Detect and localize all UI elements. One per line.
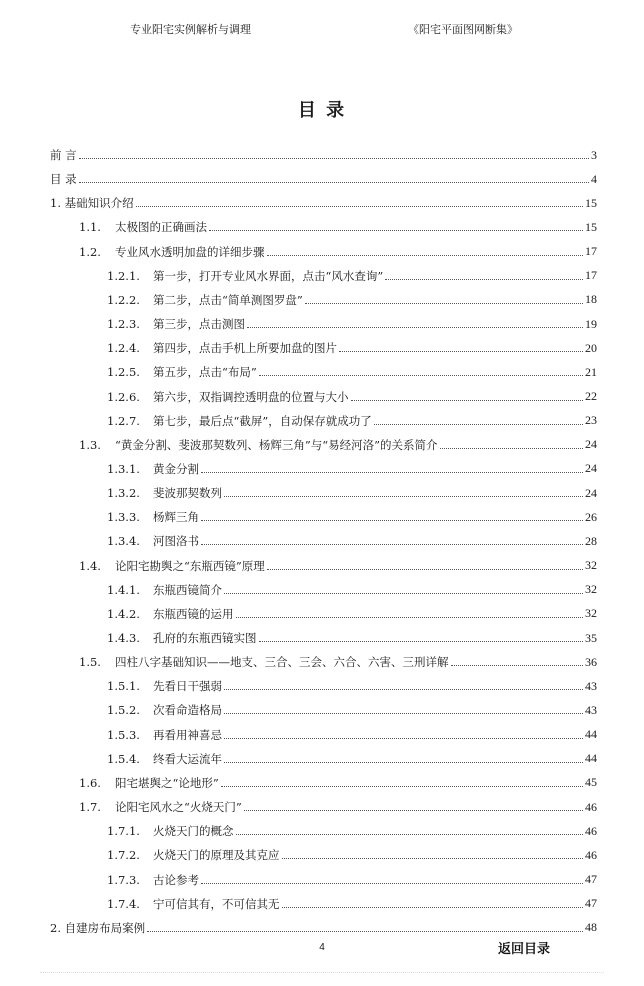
- toc-entry[interactable]: [107, 894, 597, 914]
- toc-entry-label: “黄金分割、斐波那契数列、杨辉三角”与“易经河洛”的关系简介: [115, 437, 438, 452]
- toc-entry[interactable]: [50, 169, 597, 189]
- toc-entry-label: 斐波那契数列: [153, 486, 222, 501]
- toc-entry-page: 36: [585, 654, 597, 669]
- toc-entry-label: 东瓶西镜的运用: [153, 606, 234, 621]
- toc-leader-dots: [236, 833, 584, 835]
- toc-entry-page: 44: [585, 751, 597, 766]
- toc-entry-page: 17: [585, 244, 597, 259]
- toc-entry-page: 23: [585, 413, 597, 428]
- toc-entry-label: 黄金分割: [153, 461, 199, 476]
- toc-leader-dots: [201, 882, 583, 884]
- toc-entry-label: 东瓶西镜简介: [153, 582, 222, 597]
- toc-entry[interactable]: [50, 193, 597, 213]
- toc-leader-dots: [339, 350, 583, 352]
- toc-leader-dots: [224, 737, 583, 739]
- toc-entry-number: 1.1.: [79, 220, 101, 235]
- toc-entry-label: 第三步，点击测图: [153, 317, 245, 332]
- toc-entry[interactable]: [50, 918, 597, 938]
- toc-entry[interactable]: [50, 145, 597, 165]
- toc-entry-number: 1.7.4.: [107, 896, 140, 911]
- toc-entry-page: 32: [585, 558, 597, 573]
- toc-entry-number: 1.5.2.: [107, 703, 140, 718]
- toc-entry-label: 目 录: [50, 172, 77, 187]
- toc-entry-number: 1.6.: [79, 775, 101, 790]
- toc-entry-number: 1.3.2.: [107, 486, 140, 501]
- toc-entry[interactable]: [107, 700, 597, 720]
- toc-entry-number: 1.4.1.: [107, 582, 140, 597]
- toc-leader-dots: [374, 423, 583, 425]
- toc-entry-page: 47: [585, 896, 597, 911]
- toc-leader-dots: [282, 857, 584, 859]
- toc-leader-dots: [224, 712, 583, 714]
- toc-entry[interactable]: [107, 604, 597, 624]
- toc-leader-dots: [136, 205, 583, 207]
- toc-entry-number: 1.5.1.: [107, 679, 140, 694]
- toc-entry-number: 1.2.3.: [107, 317, 140, 332]
- toc-leader-dots: [201, 519, 583, 521]
- toc-entry-label: 2. 自建房布局案例: [50, 920, 146, 935]
- toc-leader-dots: [305, 302, 583, 304]
- toc-entry[interactable]: [107, 845, 597, 865]
- toc-entry-number: 1.5.: [79, 655, 101, 670]
- toc-entry-number: 1.4.2.: [107, 606, 140, 621]
- toc-leader-dots: [267, 254, 584, 256]
- footer-divider: [40, 972, 604, 976]
- page-number: 4: [319, 942, 325, 953]
- toc-entry-label: 第七步，最后点“截屏”，自动保存就成功了: [153, 413, 372, 428]
- toc-leader-dots: [259, 374, 583, 376]
- toc-entry-label: 火烧天门的原理及其克应: [153, 848, 280, 863]
- toc-leader-dots: [282, 906, 584, 908]
- toc-entry-page: 43: [585, 678, 597, 693]
- toc-leader-dots: [224, 592, 583, 594]
- toc-entry-label: 古论参考: [153, 872, 199, 887]
- toc-entry-page: 43: [585, 702, 597, 717]
- toc-entry[interactable]: [79, 797, 597, 817]
- toc-leader-dots: [259, 640, 584, 642]
- toc-entry-number: 1.3.: [79, 437, 101, 452]
- toc-leader-dots: [244, 809, 583, 811]
- toc-entry[interactable]: [107, 266, 597, 286]
- toc-entry-label: 河图洛书: [153, 534, 199, 549]
- toc-entry-number: 1.7.2.: [107, 848, 140, 863]
- toc-entry[interactable]: [79, 242, 597, 262]
- toc-entry-page: 20: [585, 340, 597, 355]
- toc-entry-page: 35: [585, 630, 597, 645]
- toc-entry[interactable]: [107, 749, 597, 769]
- toc-entry[interactable]: [107, 314, 597, 334]
- toc-entry[interactable]: [107, 531, 597, 551]
- toc-entry-number: 1.7.: [79, 800, 101, 815]
- toc-leader-dots: [440, 447, 583, 449]
- toc-entry-page: 21: [585, 364, 597, 379]
- toc-entry[interactable]: [107, 483, 597, 503]
- toc-entry-page: 19: [585, 316, 597, 331]
- toc-entry-page: 24: [585, 461, 597, 476]
- toc-entry-number: 1.4.3.: [107, 631, 140, 645]
- toc-entry[interactable]: [107, 821, 597, 841]
- toc-entry-page: 45: [585, 775, 597, 790]
- toc-entry-label: 论阳宅风水之“火烧天门”: [115, 800, 242, 815]
- toc-leader-dots: [221, 785, 583, 787]
- toc-entry-label: 再看用神喜忌: [153, 727, 222, 742]
- toc-entry-page: 46: [585, 823, 597, 838]
- toc-entry-label: 先看日干强弱: [153, 679, 222, 694]
- toc-entry-number: 1.2.1.: [107, 268, 140, 283]
- toc-entry[interactable]: [107, 459, 597, 479]
- toc-entry-label: 四柱八字基础知识——地支、三合、三会、六合、六害、三刑详解: [115, 655, 449, 670]
- toc-entry-number: 1.3.4.: [107, 534, 140, 549]
- toc-leader-dots: [209, 229, 583, 231]
- toc-entry-page: 46: [585, 847, 597, 862]
- toc-entry-label: 孔府的东瓶西镜实图: [153, 631, 257, 645]
- toc-entry-number: 1.2.7.: [107, 413, 140, 428]
- toc-leader-dots: [224, 761, 583, 763]
- toc-entry[interactable]: [107, 628, 597, 648]
- toc-entry-label: 第六步，双指调控透明盘的位置与大小: [153, 389, 349, 404]
- toc-entry-number: 1.5.3.: [107, 727, 140, 742]
- toc-entry-number: 1.2.5.: [107, 365, 140, 380]
- running-header-left: 专业阳宅实例解析与调理: [130, 23, 251, 36]
- toc-entry[interactable]: [107, 580, 597, 600]
- toc-entry-page: 26: [585, 509, 597, 524]
- toc-entry-page: 47: [585, 872, 597, 886]
- toc-entry-number: 1.2.2.: [107, 292, 140, 307]
- toc-entry-page: 48: [585, 920, 597, 935]
- toc-entry-page: 24: [585, 437, 597, 452]
- toc-entry-label: 第二步，点击“简单测图罗盘”: [153, 292, 303, 307]
- running-header-right: 《阳宅平面图网断集》: [408, 23, 518, 36]
- toc-entry-label: 阳宅堪舆之“论地形”: [115, 775, 219, 790]
- toc-entry[interactable]: [107, 507, 597, 527]
- toc-entry[interactable]: [79, 435, 597, 455]
- toc-leader-dots: [201, 471, 583, 473]
- toc-leader-dots: [147, 930, 583, 932]
- toc-leader-dots: [79, 157, 589, 159]
- page-title: 目 录: [297, 100, 347, 121]
- toc-leader-dots: [351, 399, 584, 401]
- toc-entry-page: 32: [585, 606, 597, 621]
- toc-entry-number: 1.7.3.: [107, 872, 140, 887]
- toc-leader-dots: [224, 495, 583, 497]
- return-to-toc-link[interactable]: 返回目录: [498, 942, 551, 957]
- toc-entry-label: 第四步，点击手机上所要加盘的图片: [153, 341, 337, 356]
- toc-entry-page: 28: [585, 533, 597, 548]
- toc-leader-dots: [267, 568, 583, 570]
- toc-entry-page: 18: [585, 292, 597, 307]
- toc-entry-label: 杨辉三角: [153, 510, 199, 525]
- toc-entry[interactable]: [107, 870, 597, 890]
- toc-leader-dots: [247, 326, 583, 328]
- toc-entry[interactable]: [79, 773, 597, 793]
- toc-entry[interactable]: [107, 338, 597, 358]
- toc-leader-dots: [451, 664, 584, 666]
- toc-entry-number: 1.2.: [79, 244, 101, 259]
- toc-entry-label: 前 言: [50, 148, 77, 162]
- toc-entry-page: 32: [585, 582, 597, 597]
- toc-entry[interactable]: [107, 676, 597, 696]
- toc-entry-page: 44: [585, 727, 597, 742]
- toc-entry-number: 1.2.4.: [107, 341, 140, 356]
- toc-entry-page: 15: [585, 195, 597, 210]
- toc-entry-label: 火烧天门的概念: [153, 824, 234, 839]
- toc-entry[interactable]: [107, 387, 597, 407]
- toc-entry-page: 4: [591, 171, 597, 186]
- toc-entry-number: 1.3.1.: [107, 461, 140, 476]
- toc-entry-label: 论阳宅勘舆之“东瓶西镜”原理: [115, 558, 265, 573]
- toc-entry[interactable]: [107, 362, 597, 382]
- toc-entry-page: 24: [585, 485, 597, 500]
- toc-entry-number: 1.2.6.: [107, 389, 140, 404]
- toc-leader-dots: [201, 543, 583, 545]
- toc-entry-number: 1.4.: [79, 558, 101, 573]
- toc-leader-dots: [236, 616, 584, 618]
- toc-entry[interactable]: [107, 411, 597, 431]
- toc-leader-dots: [224, 688, 583, 690]
- toc-entry-label: 宁可信其有，不可信其无: [153, 896, 280, 911]
- toc-entry-number: 1.3.3.: [107, 510, 140, 525]
- toc-entry-number: 1.5.4.: [107, 751, 140, 766]
- toc-entry-label: 次看命造格局: [153, 703, 222, 718]
- toc-entry[interactable]: [79, 652, 597, 672]
- toc-entry-label: 1. 基础知识介绍: [50, 196, 134, 211]
- toc-entry-page: 17: [585, 268, 597, 283]
- toc-entry-label: 第一步，打开专业风水界面，点击“风水查询”: [153, 268, 384, 283]
- toc-entry-label: 第五步，点击“布局”: [153, 365, 257, 380]
- toc-entry[interactable]: [107, 290, 597, 310]
- toc-entry-page: 46: [585, 799, 597, 814]
- toc-entry-page: 15: [585, 219, 597, 234]
- toc-entry[interactable]: [79, 217, 597, 237]
- toc-entry-page: 22: [585, 389, 597, 403]
- toc-entry-number: 1.7.1.: [107, 824, 140, 839]
- toc-leader-dots: [385, 278, 583, 280]
- toc-entry-page: 3: [591, 147, 597, 162]
- toc-entry-label: 太极图的正确画法: [115, 220, 207, 235]
- toc-entry-label: 专业风水透明加盘的详细步骤: [115, 244, 265, 259]
- toc-entry[interactable]: [79, 556, 597, 576]
- toc-entry-label: 终看大运流年: [153, 751, 222, 766]
- toc-entry[interactable]: [107, 725, 597, 745]
- toc-leader-dots: [79, 181, 589, 183]
